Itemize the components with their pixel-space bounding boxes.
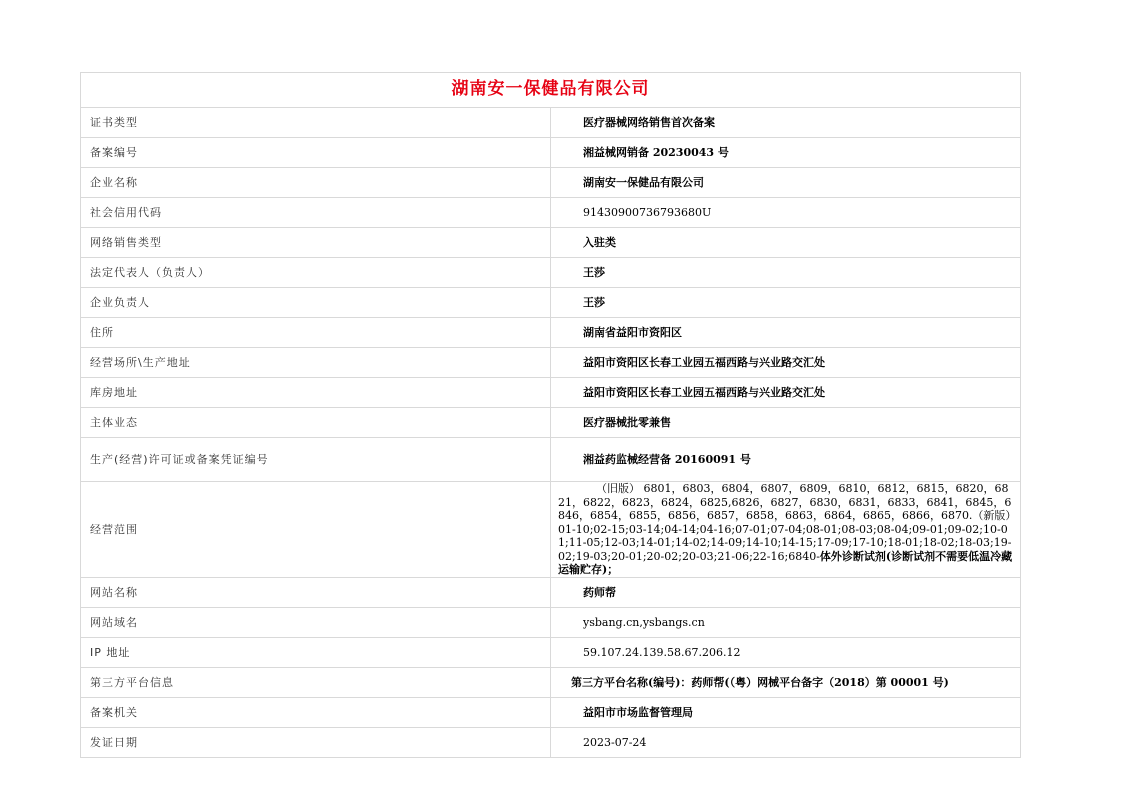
row-warehouse-address: [81, 378, 1021, 408]
label-credit-code: 社会信用代码: [81, 198, 551, 228]
business-scope-ivd-note: 体外诊断试剂(诊断试剂不需要低温冷藏运输贮存)；: [558, 549, 1013, 576]
row-business-scope: [81, 482, 1021, 578]
value-license-number: 湘益药监械经营备 20160091 号: [551, 438, 1021, 482]
row-business-format: [81, 408, 1021, 438]
certificate-table: [80, 72, 1021, 758]
value-ip-address: 59.107.24.139.58.67.206.12: [551, 637, 1021, 667]
value-warehouse-address: 益阳市资阳区长春工业园五福西路与兴业路交汇处: [551, 378, 1021, 408]
row-website-name: [81, 577, 1021, 607]
value-enterprise-head: 王莎: [551, 288, 1021, 318]
value-issue-date: 2023-07-24: [551, 727, 1021, 757]
label-license-number: 生产(经营)许可证或备案凭证编号: [81, 438, 551, 482]
row-ip-address: [81, 637, 1021, 667]
label-sales-type: 网络销售类型: [81, 228, 551, 258]
value-third-party-platform: 第三方平台名称(编号)：药师帮(（粤）网械平台备字（2018）第 00001 号): [551, 667, 1021, 697]
company-title: 湖南安一保健品有限公司: [451, 79, 650, 99]
label-issue-date: 发证日期: [81, 727, 551, 757]
label-filing-number: 备案编号: [81, 138, 551, 168]
value-website-domain: ysbang.cn,ysbangs.cn: [551, 607, 1021, 637]
row-issue-date: [81, 727, 1021, 757]
label-website-domain: 网站域名: [81, 607, 551, 637]
value-company-name: 湖南安一保健品有限公司: [551, 168, 1021, 198]
row-enterprise-head: [81, 288, 1021, 318]
label-business-format: 主体业态: [81, 408, 551, 438]
row-legal-representative: [81, 258, 1021, 288]
value-business-format: 医疗器械批零兼售: [551, 408, 1021, 438]
value-credit-code: 91430900736793680U: [551, 198, 1021, 228]
label-legal-representative: 法定代表人（负责人）: [81, 258, 551, 288]
title-cell: [81, 73, 1021, 108]
value-legal-representative: 王莎: [551, 258, 1021, 288]
value-residence: 湖南省益阳市资阳区: [551, 318, 1021, 348]
value-filing-number: 湘益械网销备 20230043 号: [551, 138, 1021, 168]
value-certificate-type: 医疗器械网络销售首次备案: [551, 108, 1021, 138]
label-company-name: 企业名称: [81, 168, 551, 198]
label-enterprise-head: 企业负责人: [81, 288, 551, 318]
row-license-number: [81, 438, 1021, 482]
label-third-party-platform: 第三方平台信息: [81, 667, 551, 697]
label-residence: 住所: [81, 318, 551, 348]
row-business-address: [81, 348, 1021, 378]
row-company-name: [81, 168, 1021, 198]
row-credit-code: [81, 198, 1021, 228]
label-certificate-type: 证书类型: [81, 108, 551, 138]
label-business-address: 经营场所\生产地址: [81, 348, 551, 378]
row-filing-number: [81, 138, 1021, 168]
row-sales-type: [81, 228, 1021, 258]
value-filing-authority: 益阳市市场监督管理局: [551, 697, 1021, 727]
value-business-scope: [551, 482, 1021, 578]
row-residence: [81, 318, 1021, 348]
value-business-address: 益阳市资阳区长春工业园五福西路与兴业路交汇处: [551, 348, 1021, 378]
value-sales-type: 入驻类: [551, 228, 1021, 258]
label-website-name: 网站名称: [81, 577, 551, 607]
label-business-scope: 经营范围: [81, 482, 551, 578]
label-filing-authority: 备案机关: [81, 697, 551, 727]
row-certificate-type: [81, 108, 1021, 138]
value-website-name: 药师帮: [551, 577, 1021, 607]
label-ip-address: IP 地址: [81, 637, 551, 667]
row-third-party-platform: [81, 667, 1021, 697]
business-scope-codes: （旧版） 6801，6803，6804，6807，6809，6810，6812，6815，6820，6821，6822，6823，6824，6825,6826，6827，6830，6831，6833，6841，6845，6846，6854，6855，6856，6857，6858，6863，6864，6865，6866，6870.（新版）01-10;02-15;03-14;04-14;04-16;07-01;07-04;08-01;08-03;08-04;09-01;09-02;10-01;11-05;12-03;14-01;14-02;14-09;14-10;14-15;17-09;17-10;18-01;18-02;18-03;19-02;19-03;20-01;20-02;20-03;21-06;22-16;6840-: [558, 482, 1012, 563]
row-website-domain: [81, 607, 1021, 637]
label-warehouse-address: 库房地址: [81, 378, 551, 408]
row-filing-authority: [81, 697, 1021, 727]
